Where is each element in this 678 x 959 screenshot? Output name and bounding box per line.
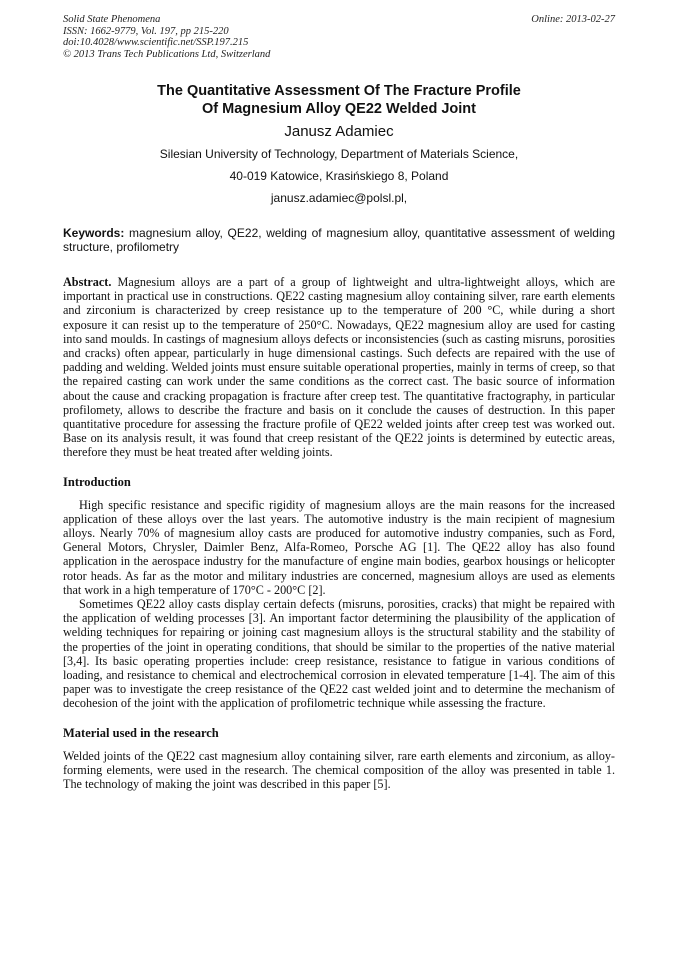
affiliation-line-2: 40-019 Katowice, Krasińskiego 8, Poland: [229, 169, 449, 183]
online-date: Online: 2013-02-27: [531, 14, 615, 25]
author-name: Janusz Adamiec: [284, 123, 394, 140]
title-line-2: Of Magnesium Alloy QE22 Welded Joint: [202, 101, 476, 117]
title-line-1: The Quantitative Assessment Of The Fracture Profile: [157, 83, 521, 99]
abstract-label: Abstract.: [63, 275, 112, 289]
doi-line: doi:10.4028/www.scientific.net/SSP.197.215: [63, 37, 249, 48]
copyright-line: © 2013 Trans Tech Publications Ltd, Switzerland: [63, 48, 271, 60]
intro-paragraph-1: High specific resistance and specific rigidity of magnesium alloys are the main reasons for the increased application of these alloys over the last years. The automotive industry is the main recipient of magnesium alloys. Nearly 70% of magnesium alloy casts are produced for automotive industry companies, such as Ford, General Motors, Chrysler, Daimler Benz, Alfa-Romeo, Porsche AG [1]. The QE22 alloy has also found application in the aerospace industry for the manufacture of engine main bodies, gearbox housings or helicopter rotor heads. As far as the motor and military industries are concerned, magnesium alloys are used as elements that work in a high temperature of 170°C - 200°C [2].: [63, 497, 615, 597]
paper-title: [63, 82, 615, 118]
abstract-text: Magnesium alloys are a part of a group of lightweight and ultra-lightweight alloys, which are important in practical use in constructions. QE22 casting magnesium alloy containing silver, rare earth elements and zirconium is characterized by creep resistance up to the temperature of 200 °C, while during a short exposure it can resist up to the temperature of 250°C. Nowadays, QE22 magnesium alloy are used for casting into sand moulds. In castings of magnesium alloys defects or inconsistencies (such as casting misruns, porosities and cracks) often appear, particularly in huge dimensional castings. Such defects are repaired with the use of padding and welding. Welded joints must ensure suitable operational properties, mainly in terms of creep, so that the repaired casting can work under the same conditions as the correct cast. The basic source of information about the cause and cracking propagation is fracture after creep test. The quantitative fractography, in particular profilomety, allows to describe the fracture and basis on it conclude the causes of destruction. In this paper quantitative procedure for assessing the fracture profile of QE22 welded joints after creep test was worked out. Base on its analysis result, it was found that creep resistant of the QE22 joints is determined by eutectic areas, therefore they must be heat treated after welding joints.: [63, 275, 616, 460]
intro-heading: Introduction: [63, 474, 131, 489]
keywords-text: magnesium alloy, QE22, welding of magnesium alloy, quantitative assessment of welding structure, profilometry: [63, 226, 615, 254]
abstract: [63, 275, 615, 460]
publication-header: [63, 14, 615, 60]
material-heading: Material used in the research: [63, 725, 219, 740]
keywords: [63, 226, 615, 254]
intro-paragraph-2: Sometimes QE22 alloy casts display certain defects (misruns, porosities, cracks) that might be repaired with the application of welding processes [3]. An important factor determining the plausibility of the application of welding techniques for repairing or joining cast magnesium alloys is the structural stability and the stability of the properties of the joint in operating conditions, that should be similar to the properties of the native material [3,4]. Its basic operating properties include: creep resistance, resistance to fatigue in various conditions of loading, and resistance to chemical and electrochemical corrosion in elevated temperature [1-4]. The aim of this paper was to investigate the creep resistance of the QE22 cast welded joint and to determine the mechanism of decohesion of the joint with the application of profilometric technique while assessing the fracture.: [63, 597, 615, 711]
affiliation-line-1: Silesian University of Technology, Department of Materials Science,: [159, 147, 519, 161]
issn-line: ISSN: 1662-9779, Vol. 197, pp 215-220: [63, 25, 229, 37]
keywords-label: Keywords:: [63, 226, 125, 240]
material-paragraph-1: Welded joints of the QE22 cast magnesium alloy containing silver, rare earth elements and zirconium, as alloy-forming elements, were used in the research. The chemical composition of the alloy was presented in table 1. The technology of making the joint was described in this paper [5].: [63, 748, 615, 792]
author-email: janusz.adamiec@polsl.pl,: [270, 191, 408, 205]
affiliation: [63, 143, 615, 209]
journal-name: Solid State Phenomena: [63, 14, 161, 25]
